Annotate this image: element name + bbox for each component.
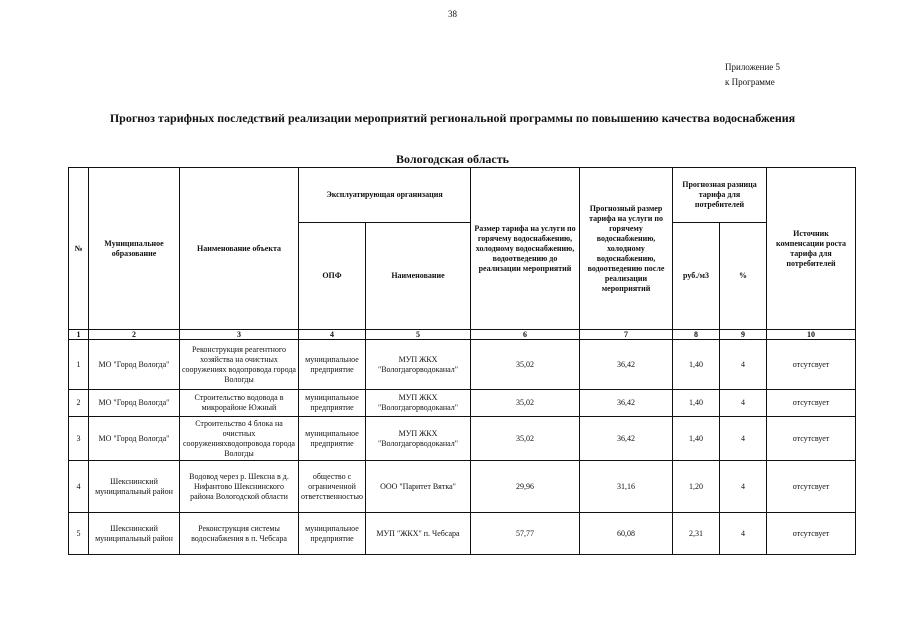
column-number: 7 bbox=[580, 330, 673, 340]
cell-object: Водовод через р. Шексна в д. Нифантово Шекснинского района Вологодской области bbox=[180, 461, 299, 513]
cell-tariff-after: 60,08 bbox=[580, 513, 673, 555]
cell-tariff-before: 35,02 bbox=[471, 417, 580, 461]
cell-name: ООО "Паритет Вятка" bbox=[366, 461, 471, 513]
column-number: 5 bbox=[366, 330, 471, 340]
annex-note bbox=[725, 60, 780, 90]
cell-source: отсутсвует bbox=[767, 513, 856, 555]
header-object: Наименование объекта bbox=[180, 168, 299, 330]
header-tariff-after: Прогнозный размер тарифа на услуги по горячему водоснабжению, холодному водоснабжению, водоотведению после реализации мероприятий bbox=[580, 168, 673, 330]
header-source: Источник компенсации роста тарифа для потребителей bbox=[767, 168, 856, 330]
annex-line-2: к Программе bbox=[725, 77, 775, 87]
cell-opf: муниципальное предприятие bbox=[299, 340, 366, 390]
cell-source: отсутсвует bbox=[767, 417, 856, 461]
cell-municipality: Шекснинский муниципальный район bbox=[89, 461, 180, 513]
cell-source: отсутсвует bbox=[767, 340, 856, 390]
cell-name: МУП ЖКХ "Вологдагорводоканал" bbox=[366, 340, 471, 390]
cell-name: МУП ЖКХ "Вологдагорводоканал" bbox=[366, 417, 471, 461]
cell-tariff-before: 35,02 bbox=[471, 390, 580, 417]
column-number: 6 bbox=[471, 330, 580, 340]
annex-line-1: Приложение 5 bbox=[725, 62, 781, 72]
column-number: 3 bbox=[180, 330, 299, 340]
cell-tariff-after: 36,42 bbox=[580, 390, 673, 417]
header-rub: руб./м3 bbox=[673, 223, 720, 330]
table-row bbox=[69, 461, 856, 513]
page-number: 38 bbox=[448, 9, 457, 19]
cell-source: отсутсвует bbox=[767, 390, 856, 417]
cell-object: Реконструкция системы водоснабжения в п. Чебсара bbox=[180, 513, 299, 555]
cell-municipality: МО "Город Вологда" bbox=[89, 417, 180, 461]
cell-tariff-after: 31,16 bbox=[580, 461, 673, 513]
cell-rub: 1,40 bbox=[673, 390, 720, 417]
cell-num: 2 bbox=[69, 390, 89, 417]
tariff-table bbox=[68, 167, 856, 555]
cell-pct: 4 bbox=[720, 461, 767, 513]
cell-rub: 2,31 bbox=[673, 513, 720, 555]
document-title: Прогноз тарифных последствий реализации мероприятий региональной программы по повышению качества водоснабжения bbox=[109, 111, 796, 125]
cell-num: 4 bbox=[69, 461, 89, 513]
cell-pct: 4 bbox=[720, 417, 767, 461]
cell-object: Строительство 4 блока на очистных сооруженияхводопровода города Вологды bbox=[180, 417, 299, 461]
cell-pct: 4 bbox=[720, 340, 767, 390]
cell-tariff-before: 29,96 bbox=[471, 461, 580, 513]
cell-rub: 1,20 bbox=[673, 461, 720, 513]
header-name: Наименование bbox=[366, 223, 471, 330]
cell-tariff-after: 36,42 bbox=[580, 417, 673, 461]
cell-tariff-after: 36,42 bbox=[580, 340, 673, 390]
cell-num: 5 bbox=[69, 513, 89, 555]
header-num: № bbox=[69, 168, 89, 330]
cell-source: отсутсвует bbox=[767, 461, 856, 513]
region-heading: Вологодская область bbox=[395, 152, 509, 166]
header-opf: ОПФ bbox=[299, 223, 366, 330]
header-operator: Эксплуатирующая организация bbox=[299, 168, 471, 223]
cell-name: МУП ЖКХ "Вологдагорводоканал" bbox=[366, 390, 471, 417]
column-number: 8 bbox=[673, 330, 720, 340]
column-numbers-row bbox=[69, 330, 856, 340]
cell-pct: 4 bbox=[720, 390, 767, 417]
table-row bbox=[69, 340, 856, 390]
cell-rub: 1,40 bbox=[673, 340, 720, 390]
cell-municipality: МО "Город Вологда" bbox=[89, 340, 180, 390]
cell-municipality: Шекснинский муниципальный район bbox=[89, 513, 180, 555]
table-row bbox=[69, 417, 856, 461]
cell-name: МУП "ЖКХ" п. Чебсара bbox=[366, 513, 471, 555]
header-pct: % bbox=[720, 223, 767, 330]
cell-num: 1 bbox=[69, 340, 89, 390]
cell-tariff-before: 57,77 bbox=[471, 513, 580, 555]
cell-pct: 4 bbox=[720, 513, 767, 555]
cell-municipality: МО "Город Вологда" bbox=[89, 390, 180, 417]
cell-object: Строительство водовода в микрорайоне Южный bbox=[180, 390, 299, 417]
cell-opf: муниципальное предприятие bbox=[299, 417, 366, 461]
table-row bbox=[69, 513, 856, 555]
cell-tariff-before: 35,02 bbox=[471, 340, 580, 390]
cell-num: 3 bbox=[69, 417, 89, 461]
cell-object: Реконструкция реагентного хозяйства на очистных сооружениях водопровода города Вологды bbox=[180, 340, 299, 390]
cell-rub: 1,40 bbox=[673, 417, 720, 461]
table-row bbox=[69, 390, 856, 417]
column-number: 10 bbox=[767, 330, 856, 340]
header-diff: Прогнозная разница тарифа для потребителей bbox=[673, 168, 767, 223]
cell-opf: общество с ограниченной ответственностью bbox=[299, 461, 366, 513]
column-number: 4 bbox=[299, 330, 366, 340]
header-municipality: Муниципальное образование bbox=[89, 168, 180, 330]
column-number: 9 bbox=[720, 330, 767, 340]
cell-opf: муниципальное предприятие bbox=[299, 513, 366, 555]
header-tariff-before: Размер тарифа на услуги по горячему водоснабжению, холодному водоснабжению, водоотведению до реализации мероприятий bbox=[471, 168, 580, 330]
column-number: 1 bbox=[69, 330, 89, 340]
column-number: 2 bbox=[89, 330, 180, 340]
cell-opf: муниципальное предприятие bbox=[299, 390, 366, 417]
